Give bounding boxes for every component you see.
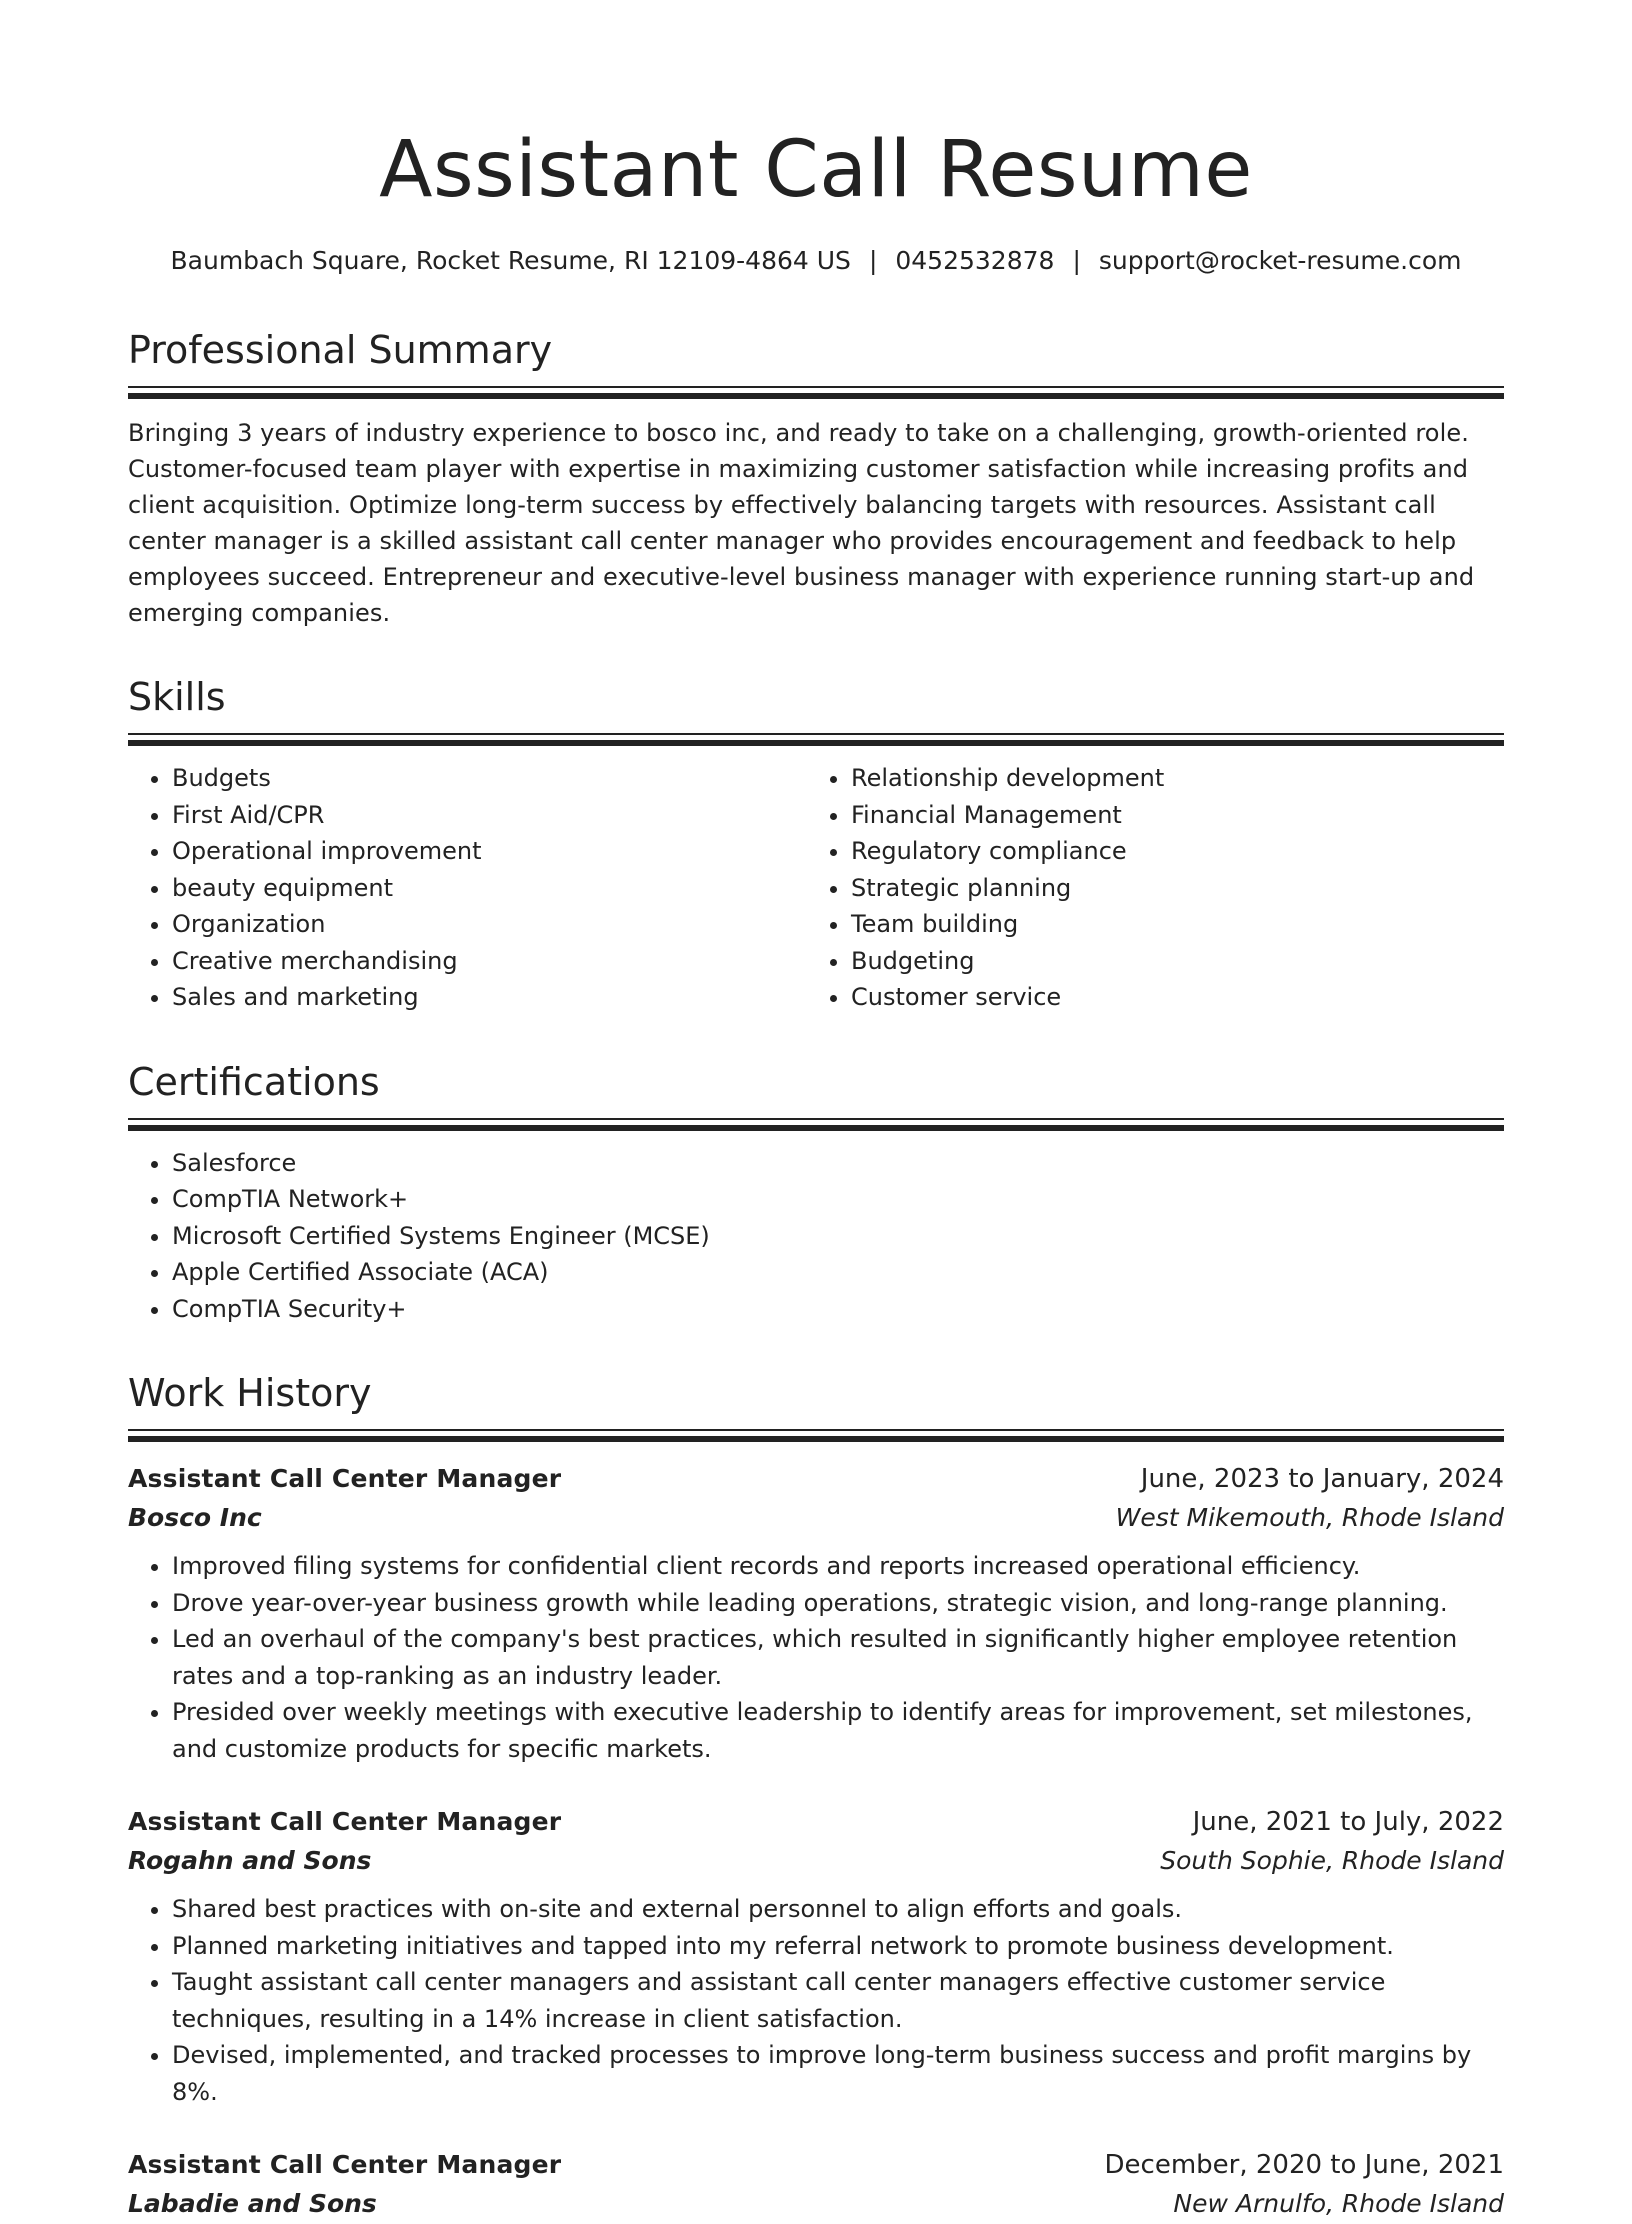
skill-item: • Budgeting — [851, 943, 1504, 980]
contact-separator: | — [868, 246, 878, 275]
skill-item: • Budgets — [172, 760, 807, 797]
section-divider — [128, 1118, 1504, 1120]
contact-line — [128, 244, 1504, 278]
skill-item: • Relationship development — [851, 760, 1504, 797]
section-divider-thick — [128, 393, 1504, 399]
skill-item: • First Aid/CPR — [172, 797, 807, 834]
section-divider-thick — [128, 1436, 1504, 1442]
skills-grid — [128, 760, 1504, 1016]
job-company-row — [128, 2184, 1504, 2224]
certification-item: • Microsoft Certified Systems Engineer (MCSE) — [172, 1218, 1504, 1255]
summary-heading: Professional Summary — [128, 328, 553, 372]
contact-phone: 0452532878 — [895, 246, 1055, 275]
job-bullet: • Drove year-over-year business growth while leading operations, strategic vision, and long-range planning. — [172, 1585, 1504, 1622]
job-location: West Mikemouth, Rhode Island — [1115, 1503, 1504, 1532]
resume-page — [128, 0, 1504, 2224]
job-location: New Arnulfo, Rhode Island — [1173, 2189, 1504, 2218]
job-dates: June, 2021 to July, 2022 — [1192, 1807, 1504, 1837]
skills-heading: Skills — [128, 675, 226, 719]
job-location: South Sophie, Rhode Island — [1160, 1846, 1504, 1875]
section-divider — [128, 1429, 1504, 1431]
skills-list-left — [128, 760, 807, 1016]
certifications-list — [128, 1145, 1504, 1328]
job-company-row — [128, 1841, 1504, 1881]
skill-item: • Regulatory compliance — [851, 833, 1504, 870]
skill-item: • Customer service — [851, 979, 1504, 1016]
job-company: Bosco Inc — [128, 1503, 262, 1532]
skill-item: • Financial Management — [851, 797, 1504, 834]
section-divider — [128, 733, 1504, 735]
job-bullet: • Led an overhaul of the company's best practices, which resulted in significantly higher employee retention rates and a top-ranking as an industry leader. — [172, 1621, 1504, 1694]
certification-item: • CompTIA Security+ — [172, 1291, 1504, 1328]
skill-item: • Organization — [172, 906, 807, 943]
skill-item: • beauty equipment — [172, 870, 807, 907]
job-bullet: • Presided over weekly meetings with executive leadership to identify areas for improvement, set milestones, and customize products for specific markets. — [172, 1694, 1504, 1767]
skill-item: • Creative merchandising — [172, 943, 807, 980]
job-dates: June, 2023 to January, 2024 — [1140, 1464, 1504, 1494]
skills-list-right — [807, 760, 1504, 1016]
job-header-row — [128, 1460, 1504, 1498]
work-history-heading: Work History — [128, 1371, 372, 1415]
certification-item: • CompTIA Network+ — [172, 1181, 1504, 1218]
job-dates: December, 2020 to June, 2021 — [1104, 2150, 1504, 2180]
job-bullet: • Devised, implemented, and tracked processes to improve long-term business success and profit margins by 8%. — [172, 2037, 1504, 2110]
job-bullets — [128, 1548, 1504, 1767]
job-bullet: • Shared best practices with on-site and external personnel to align efforts and goals. — [172, 1891, 1504, 1928]
job-bullet: • Improved filing systems for confidential client records and reports increased operational efficiency. — [172, 1548, 1504, 1585]
job-entry — [128, 1460, 1504, 1767]
certification-item: • Salesforce — [172, 1145, 1504, 1182]
skills-section — [128, 673, 1504, 1016]
job-title: Assistant Call Center Manager — [128, 1807, 562, 1836]
contact-email[interactable]: support@rocket-resume.com — [1098, 246, 1462, 275]
work-history-section — [128, 1369, 1504, 2224]
job-bullet: • Taught assistant call center managers and assistant call center managers effective customer service techniques, resulting in a 14% increase in client satisfaction. — [172, 1964, 1504, 2037]
skill-item: • Sales and marketing — [172, 979, 807, 1016]
section-divider — [128, 386, 1504, 388]
section-divider-thick — [128, 740, 1504, 746]
job-bullets — [128, 1891, 1504, 2110]
resume-title: Assistant Call Resume — [379, 125, 1253, 215]
skill-item: • Team building — [851, 906, 1504, 943]
contact-address: Baumbach Square, Rocket Resume, RI 12109-4864 US — [170, 246, 851, 275]
summary-section — [128, 326, 1504, 631]
certifications-heading: Certifications — [128, 1059, 380, 1104]
job-entry — [128, 1803, 1504, 2110]
job-bullet: • Planned marketing initiatives and tapped into my referral network to promote business development. — [172, 1928, 1504, 1965]
job-title: Assistant Call Center Manager — [128, 1464, 562, 1493]
skill-item: • Strategic planning — [851, 870, 1504, 907]
summary-text: Bringing 3 years of industry experience to bosco inc, and ready to take on a challenging, growth-oriented role. Customer-focused team player with expertise in maximizing customer satisfaction while increasing profits and client acquisition. Optimize long-term success by effectively balancing targets with resources. Assistant call center manager is a skilled assistant call center manager who provides encouragement and feedback to help employees succeed. Entrepreneur and executive-level business manager with experience running start-up and emerging companies. — [128, 419, 1475, 627]
contact-separator: | — [1072, 246, 1081, 275]
job-header-row — [128, 1803, 1504, 1841]
certifications-section — [128, 1058, 1504, 1328]
job-entry — [128, 2146, 1504, 2224]
certification-item: • Apple Certified Associate (ACA) — [172, 1254, 1504, 1291]
job-company-row — [128, 1498, 1504, 1538]
section-divider-thick — [128, 1125, 1504, 1131]
job-header-row — [128, 2146, 1504, 2184]
job-company: Labadie and Sons — [128, 2189, 377, 2218]
job-title: Assistant Call Center Manager — [128, 2150, 562, 2179]
job-company: Rogahn and Sons — [128, 1846, 372, 1875]
skill-item: • Operational improvement — [172, 833, 807, 870]
